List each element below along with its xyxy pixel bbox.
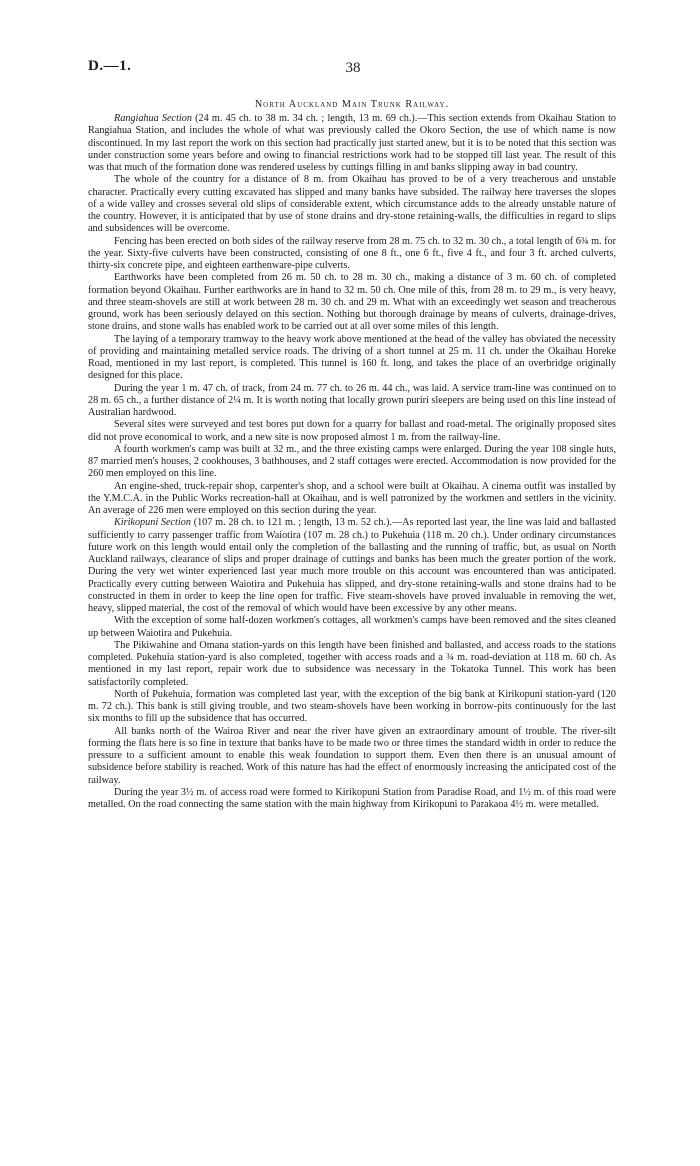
paragraph: Rangiahua Section (24 m. 45 ch. to 38 m. 34 ch. ; length, 13 m. 69 ch.).—This section extends from Okaihau Station to Rangiahua Station, and includes the whole of what was previously called the Okoro Section, the use of which name is now discontinued. In my last report the work on this section had practically just started anew, but it is to be noted that this section was under construction some years before and owing to financial restrictions work had to be stopped till last year. The result of this was that much of the formation done was rendered useless by cuttings filling in and banks slipping away in bad country. xyxy=(88,113,616,173)
paragraph: An engine-shed, truck-repair shop, carpenter's shop, and a school were built at Okaihau. A cinema outfit was installed by the Y.M.C.A. in the Public Works recreation-hall at Okaihau, and is well patronized by the workmen and settlers in the vicinity. An average of 226 men were employed on this section during the year. xyxy=(88,480,616,516)
page-number: 38 xyxy=(345,60,361,76)
report-body xyxy=(88,113,616,811)
paragraph: The whole of the country for a distance of 8 m. from Okaihau has proved to be of a very treacherous and unstable character. Practically every cutting excavated has slipped and many banks have subsided. The railway here traverses the slopes of a wide valley and crosses several old slips of considerable extent, which circumstance adds to the already unstable nature of the country. However, it is anticipated that by use of stone drains and dry-stone retaining-walls, the difficulties in regard to slips and subsidences will be overcome. xyxy=(88,174,616,235)
paragraph: During the year 1 m. 47 ch. of track, from 24 m. 77 ch. to 26 m. 44 ch., was laid. A service tram-line was continued on to 28 m. 65 ch., a further distance of 2¼ m. It is worth noting that locally grown puriri sleepers are being used on this line instead of Australian hardwood. xyxy=(88,382,616,418)
paragraph: During the year 3½ m. of access road were formed to Kirikopuni Station from Paradise Road, and 1½ m. of this road were metalled. On the road connecting the same station with the main highway from Kirikopuni to Parakaoa 4½ m. were metalled. xyxy=(88,786,616,810)
paragraph: Kirikopuni Section (107 m. 28 ch. to 121 m. ; length, 13 m. 52 ch.).—As reported last year, the line was laid and ballasted sufficiently to carry passenger traffic from Waiotira (107 m. 28 ch.) to Pukehuia (118 m. 20 ch.). Under ordinary circumstances future work on this length would entail only the completion of the ballasting and the running of traffic, but, as usual on North Auckland railways, clearance of slips and proper drainage of cuttings and banks has been much the greater portion of the work. During the very wet winter experienced last year much more trouble on this account was encountered than was anticipated. Practically every cutting between Waiotira and Pukehuia has slipped, and dry-stone retaining-walls and stone drains had to be constructed in them in order to keep the line open for traffic. Five steam-shovels have proved invaluable in removing the wet, heavy, slipped material, the cost of the removal of which would have been excessive by any other means. xyxy=(88,517,617,614)
paragraph: The Pikiwahine and Omana station-yards on this length have been finished and ballasted, and access roads to the stations completed. Pukehuia station-yard is also completed, together with access roads and a ¾ m. road-deviation at 118 m. 60 ch. As mentioned in my last report, repair work due to subsidence was necessary in the Tokatoka Tunnel. This work has been satisfactorily completed. xyxy=(88,639,616,688)
paragraph: All banks north of the Wairoa River and near the river have given an extraordinary amount of trouble. The river-silt forming the flats here is so fine in texture that banks have to be made two or three times the standard width in order to reduce the pressure to a sufficient amount to enable this weak foundation to support them. Even then there is an unusual amount of subsidence before stability is reached. Work of this nature has had the effect of enormously increasing the anticipated cost of the railway. xyxy=(88,725,616,786)
paragraph: Fencing has been erected on both sides of the railway reserve from 28 m. 75 ch. to 32 m. 30 ch., a total length of 6¾ m. for the year. Sixty-five culverts have been constructed, consisting of one 8 ft., one 6 ft., five 4 ft., and four 3 ft. arched culverts, thirty-six concrete pipe, and eighteen earthenware-pipe culverts. xyxy=(88,235,616,271)
paragraph: North of Pukehuia, formation was completed last year, with the exception of the big bank at Kirikopuni station-yard (120 m. 72 ch.). This bank is still giving trouble, and two steam-shovels have been working in borrow-pits continuously for the last six months to fill up the subsidence that has occurred. xyxy=(88,688,616,725)
paragraph: A fourth workmen's camp was built at 32 m., and the three existing camps were enlarged. During the year 108 single huts, 87 married men's houses, 2 cookhouses, 3 bathhouses, and 2 staff cottages were erected. Accommodation is now provided for the 260 men employed on this line. xyxy=(88,443,616,480)
paragraph: Earthworks have been completed from 26 m. 50 ch. to 28 m. 30 ch., making a distance of 3 m. 60 ch. of completed formation beyond Okaihau. Further earthworks are in hand to 32 m. 50 ch. One mile of this, from 28 m. to 29 m., is very heavy, and three steam-shovels are still at work between 28 m. 30 ch. and 29 m. What with an exceedingly wet season and treacherous ground, work has been seriously delayed on this section. Nothing but thorough drainage by means of culverts, drainage-drives, stone drains, and stone walls has enabled work to be carried out at all over some miles of this length. xyxy=(88,272,616,333)
section-name: Kirikopuni Section xyxy=(114,517,191,529)
section-name: Rangiahua Section xyxy=(114,113,192,124)
paragraph: The laying of a temporary tramway to the heavy work above mentioned at the head of the valley has obviated the necessity of providing and maintaining metalled service roads. The driving of a short tunnel at 25 m. 11 ch. under the Okaihau Horeke Road, mentioned in my last report, is completed. This tunnel is 160 ft. long, and takes the place of an overbridge originally designed for this place. xyxy=(88,333,616,382)
document-id: D.—1. xyxy=(88,58,132,74)
paragraph: Several sites were surveyed and test bores put down for a quarry for ballast and road-metal. The originally proposed sites did not prove economical to work, and a new site is now proposed almost 1 m. from the railway-line. xyxy=(88,419,616,443)
section-heading: North Auckland Main Trunk Railway. xyxy=(254,99,450,110)
paragraph: With the exception of some half-dozen workmen's cottages, all workmen's camps have been removed and the sites cleaned up between Waiotira and Pukehuia. xyxy=(88,615,616,639)
